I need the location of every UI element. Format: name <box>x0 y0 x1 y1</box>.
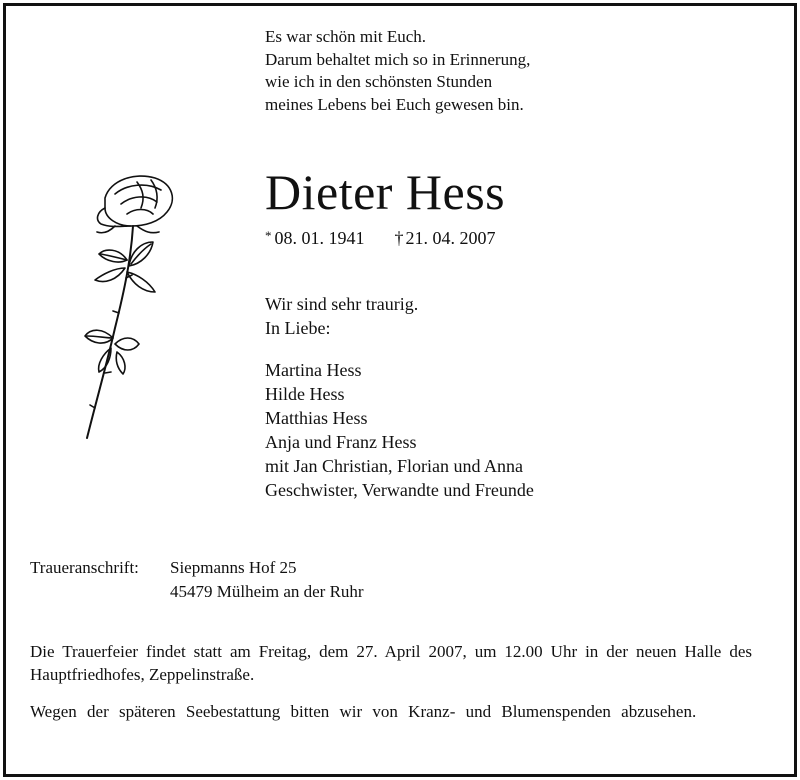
family-member: Matthias Hess <box>265 408 368 428</box>
address-label: Traueranschrift: <box>30 558 139 577</box>
ceremony-notice: Die Trauerfeier findet statt am Freitag, dem 27. April 2007, um 12.00 Uhr in der neuen Halle des Hauptfriedhofes, Zeppelinstraße. <box>30 642 752 684</box>
family-member: Hilde Hess <box>265 384 345 404</box>
birth-date: 08. 01. 1941 <box>274 228 365 248</box>
poem-line: Es war schön mit Euch. <box>265 27 426 46</box>
family-member: Anja und Franz Hess <box>265 432 417 452</box>
address-street: Siepmanns Hof 25 <box>170 558 297 577</box>
mourning-address <box>30 556 364 604</box>
family-member: Martina Hess <box>265 360 362 380</box>
donation-notice: Wegen der späteren Seebestattung bitten wir von Kranz- und Blumenspenden abzusehen. <box>30 702 697 721</box>
birth-star-icon: * <box>265 228 272 243</box>
mourning-line: In Liebe: <box>265 318 331 338</box>
death-date: 21. 04. 2007 <box>405 228 496 248</box>
deceased-name: Dieter Hess <box>265 164 506 220</box>
poem-line: wie ich in den schönsten Stunden <box>265 72 493 91</box>
memorial-poem <box>265 26 530 116</box>
rose-icon <box>75 168 185 443</box>
address-city: 45479 Mülheim an der Ruhr <box>170 582 364 601</box>
family-member: mit Jan Christian, Florian und Anna <box>265 456 523 476</box>
life-dates <box>265 225 496 249</box>
mourning-statement <box>265 292 418 340</box>
family-member: Geschwister, Verwandte und Freunde <box>265 480 534 500</box>
death-cross-icon: † <box>394 228 404 248</box>
poem-line: Darum behaltet mich so in Erinnerung, <box>265 49 531 69</box>
family-list <box>265 358 534 502</box>
mourning-line: Wir sind sehr traurig. <box>265 294 419 314</box>
poem-line: meines Lebens bei Euch gewesen bin. <box>265 94 524 114</box>
